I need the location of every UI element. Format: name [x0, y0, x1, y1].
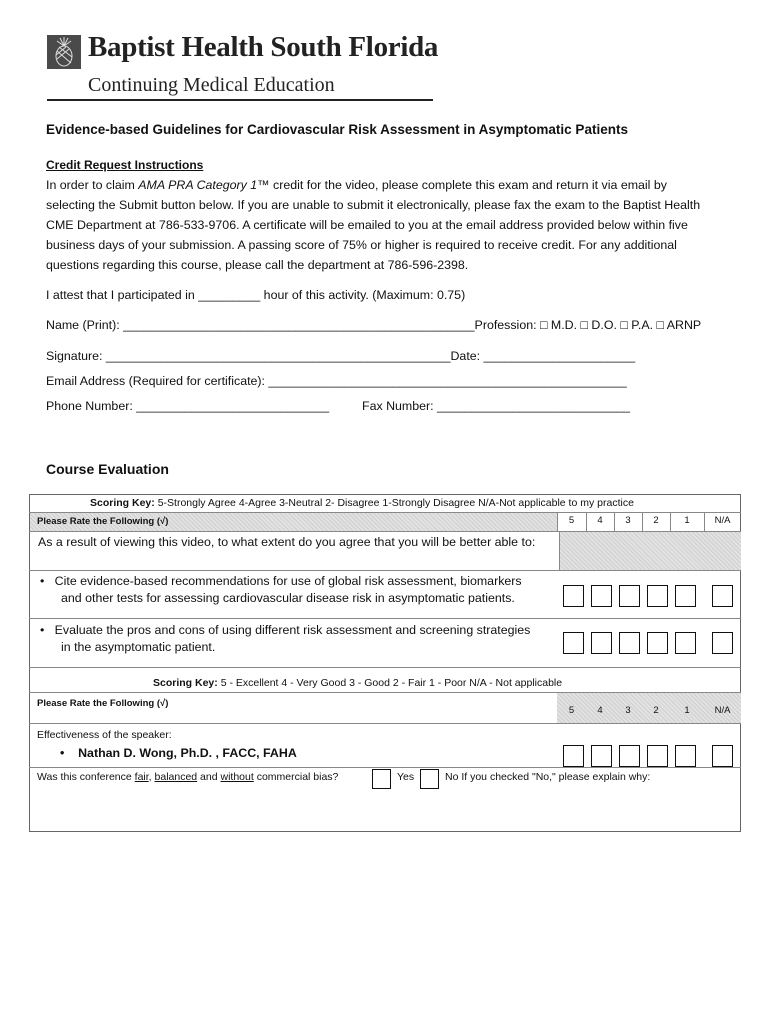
phone-line[interactable]: Phone Number: ____________________________: [46, 399, 330, 413]
scale-4: 4: [597, 705, 603, 716]
brand-name: Baptist Health South Florida: [88, 31, 439, 63]
speaker-name: • Nathan D. Wong, Ph.D. , FACC, FAHA: [60, 746, 297, 760]
credit-instructions-heading: Credit Request Instructions: [46, 158, 204, 172]
rate-header-1: Please Rate the Following (√): [37, 516, 169, 527]
objective-1-checkbox-1[interactable]: [675, 585, 696, 607]
header-rule: [47, 99, 433, 101]
bias-yes-checkbox[interactable]: [372, 769, 391, 789]
objective-2-checkbox-2[interactable]: [647, 632, 668, 654]
scale-3: 3: [625, 515, 631, 526]
objective-2-checkbox-4[interactable]: [591, 632, 612, 654]
bias-yes-label: Yes: [397, 771, 415, 783]
speaker-label: Effectiveness of the speaker:: [37, 729, 172, 741]
evaluation-question: As a result of viewing this video, to what extent do you agree that you will be better able to:: [38, 535, 536, 549]
scale-1: 1: [684, 705, 690, 716]
scale-2: 2: [653, 515, 659, 526]
rate-header-2: Please Rate the Following (√): [37, 698, 169, 709]
objective-2-checkbox-na[interactable]: [712, 632, 733, 654]
pineapple-icon: [47, 35, 81, 69]
speaker-checkbox-4[interactable]: [591, 745, 612, 767]
email-line[interactable]: Email Address (Required for certificate): ____________________________________________________: [46, 374, 627, 388]
scale-3: 3: [625, 705, 631, 716]
speaker-checkbox-3[interactable]: [619, 745, 640, 767]
scale-1: 1: [684, 515, 690, 526]
objective-2-checkbox-5[interactable]: [563, 632, 584, 654]
objective-1-checkbox-4[interactable]: [591, 585, 612, 607]
scale-2: 2: [653, 705, 659, 716]
brand-subtitle: Continuing Medical Education: [88, 74, 335, 96]
bias-question: Was this conference fair, balanced and without commercial bias?: [37, 771, 339, 783]
signature-date-line[interactable]: Signature: __________________________________________________Date: ______________________: [46, 349, 636, 363]
speaker-checkbox-2[interactable]: [647, 745, 668, 767]
credit-instructions-text: In order to claim AMA PRA Category 1™ credit for the video, please complete this exam and return it via email by selecting the Submit button below. If you are unable to submit it electronically, please fax the exam to the Baptist Health CME Department at 786-533-9706. A certificate will be emailed to you at the email address provided below within five business days of your submission. A passing score of 75% or higher is required to receive credit. For any additional questions regarding this course, please call the department at 786-596-2398.: [46, 178, 701, 272]
document-title: Evidence-based Guidelines for Cardiovascular Risk Assessment in Asymptomatic Patients: [46, 122, 628, 137]
fax-line[interactable]: Fax Number: ____________________________: [362, 399, 631, 413]
objective-1-checkbox-2[interactable]: [647, 585, 668, 607]
scale-header-2: [557, 703, 741, 717]
attest-line[interactable]: I attest that I participated in _________ hour of this activity. (Maximum: 0.75): [46, 288, 466, 302]
scale-4: 4: [597, 515, 603, 526]
objective-1-checkbox-5[interactable]: [563, 585, 584, 607]
speaker-checkbox-1[interactable]: [675, 745, 696, 767]
objective-1: • Cite evidence-based recommendations for use of global risk assessment, biomarkers and other tests for assessing cardiovascular disease risk in asymptomatic patients.: [40, 574, 522, 605]
objective-2-checkbox-3[interactable]: [619, 632, 640, 654]
objective-1-checkbox-na[interactable]: [712, 585, 733, 607]
objective-2-ratings: [563, 632, 739, 654]
name-profession-line[interactable]: Name (Print): ___________________________________________________Profession: □ M.D. □ D.O. □ P.A. □ ARNP: [46, 318, 702, 332]
course-evaluation-heading: Course Evaluation: [46, 461, 169, 477]
objective-1-checkbox-3[interactable]: [619, 585, 640, 607]
scoring-key-1: Scoring Key: 5-Strongly Agree 4-Agree 3-Neutral 2- Disagree 1-Strongly Disagree N/A-Not applicable to my practice: [90, 497, 634, 509]
scale-5: 5: [568, 515, 575, 526]
bias-no-checkbox[interactable]: [420, 769, 439, 789]
scale-5: 5: [568, 705, 575, 716]
scoring-key-2: Scoring Key: 5 - Excellent 4 - Very Good 3 - Good 2 - Fair 1 - Poor N/A - Not applicable: [153, 677, 563, 689]
scale-header-1: [557, 513, 741, 531]
speaker-checkbox-5[interactable]: [563, 745, 584, 767]
scale-na: N/A: [714, 705, 731, 716]
objective-2-checkbox-1[interactable]: [675, 632, 696, 654]
objective-2: • Evaluate the pros and cons of using different risk assessment and screening strategies in the asymptomatic patient.: [40, 623, 531, 654]
objective-1-ratings: [563, 585, 739, 607]
scale-na: N/A: [714, 515, 731, 526]
bias-no-label: No If you checked "No," please explain why:: [445, 771, 651, 783]
speaker-checkbox-na[interactable]: [712, 745, 733, 767]
speaker-ratings: [563, 745, 739, 767]
